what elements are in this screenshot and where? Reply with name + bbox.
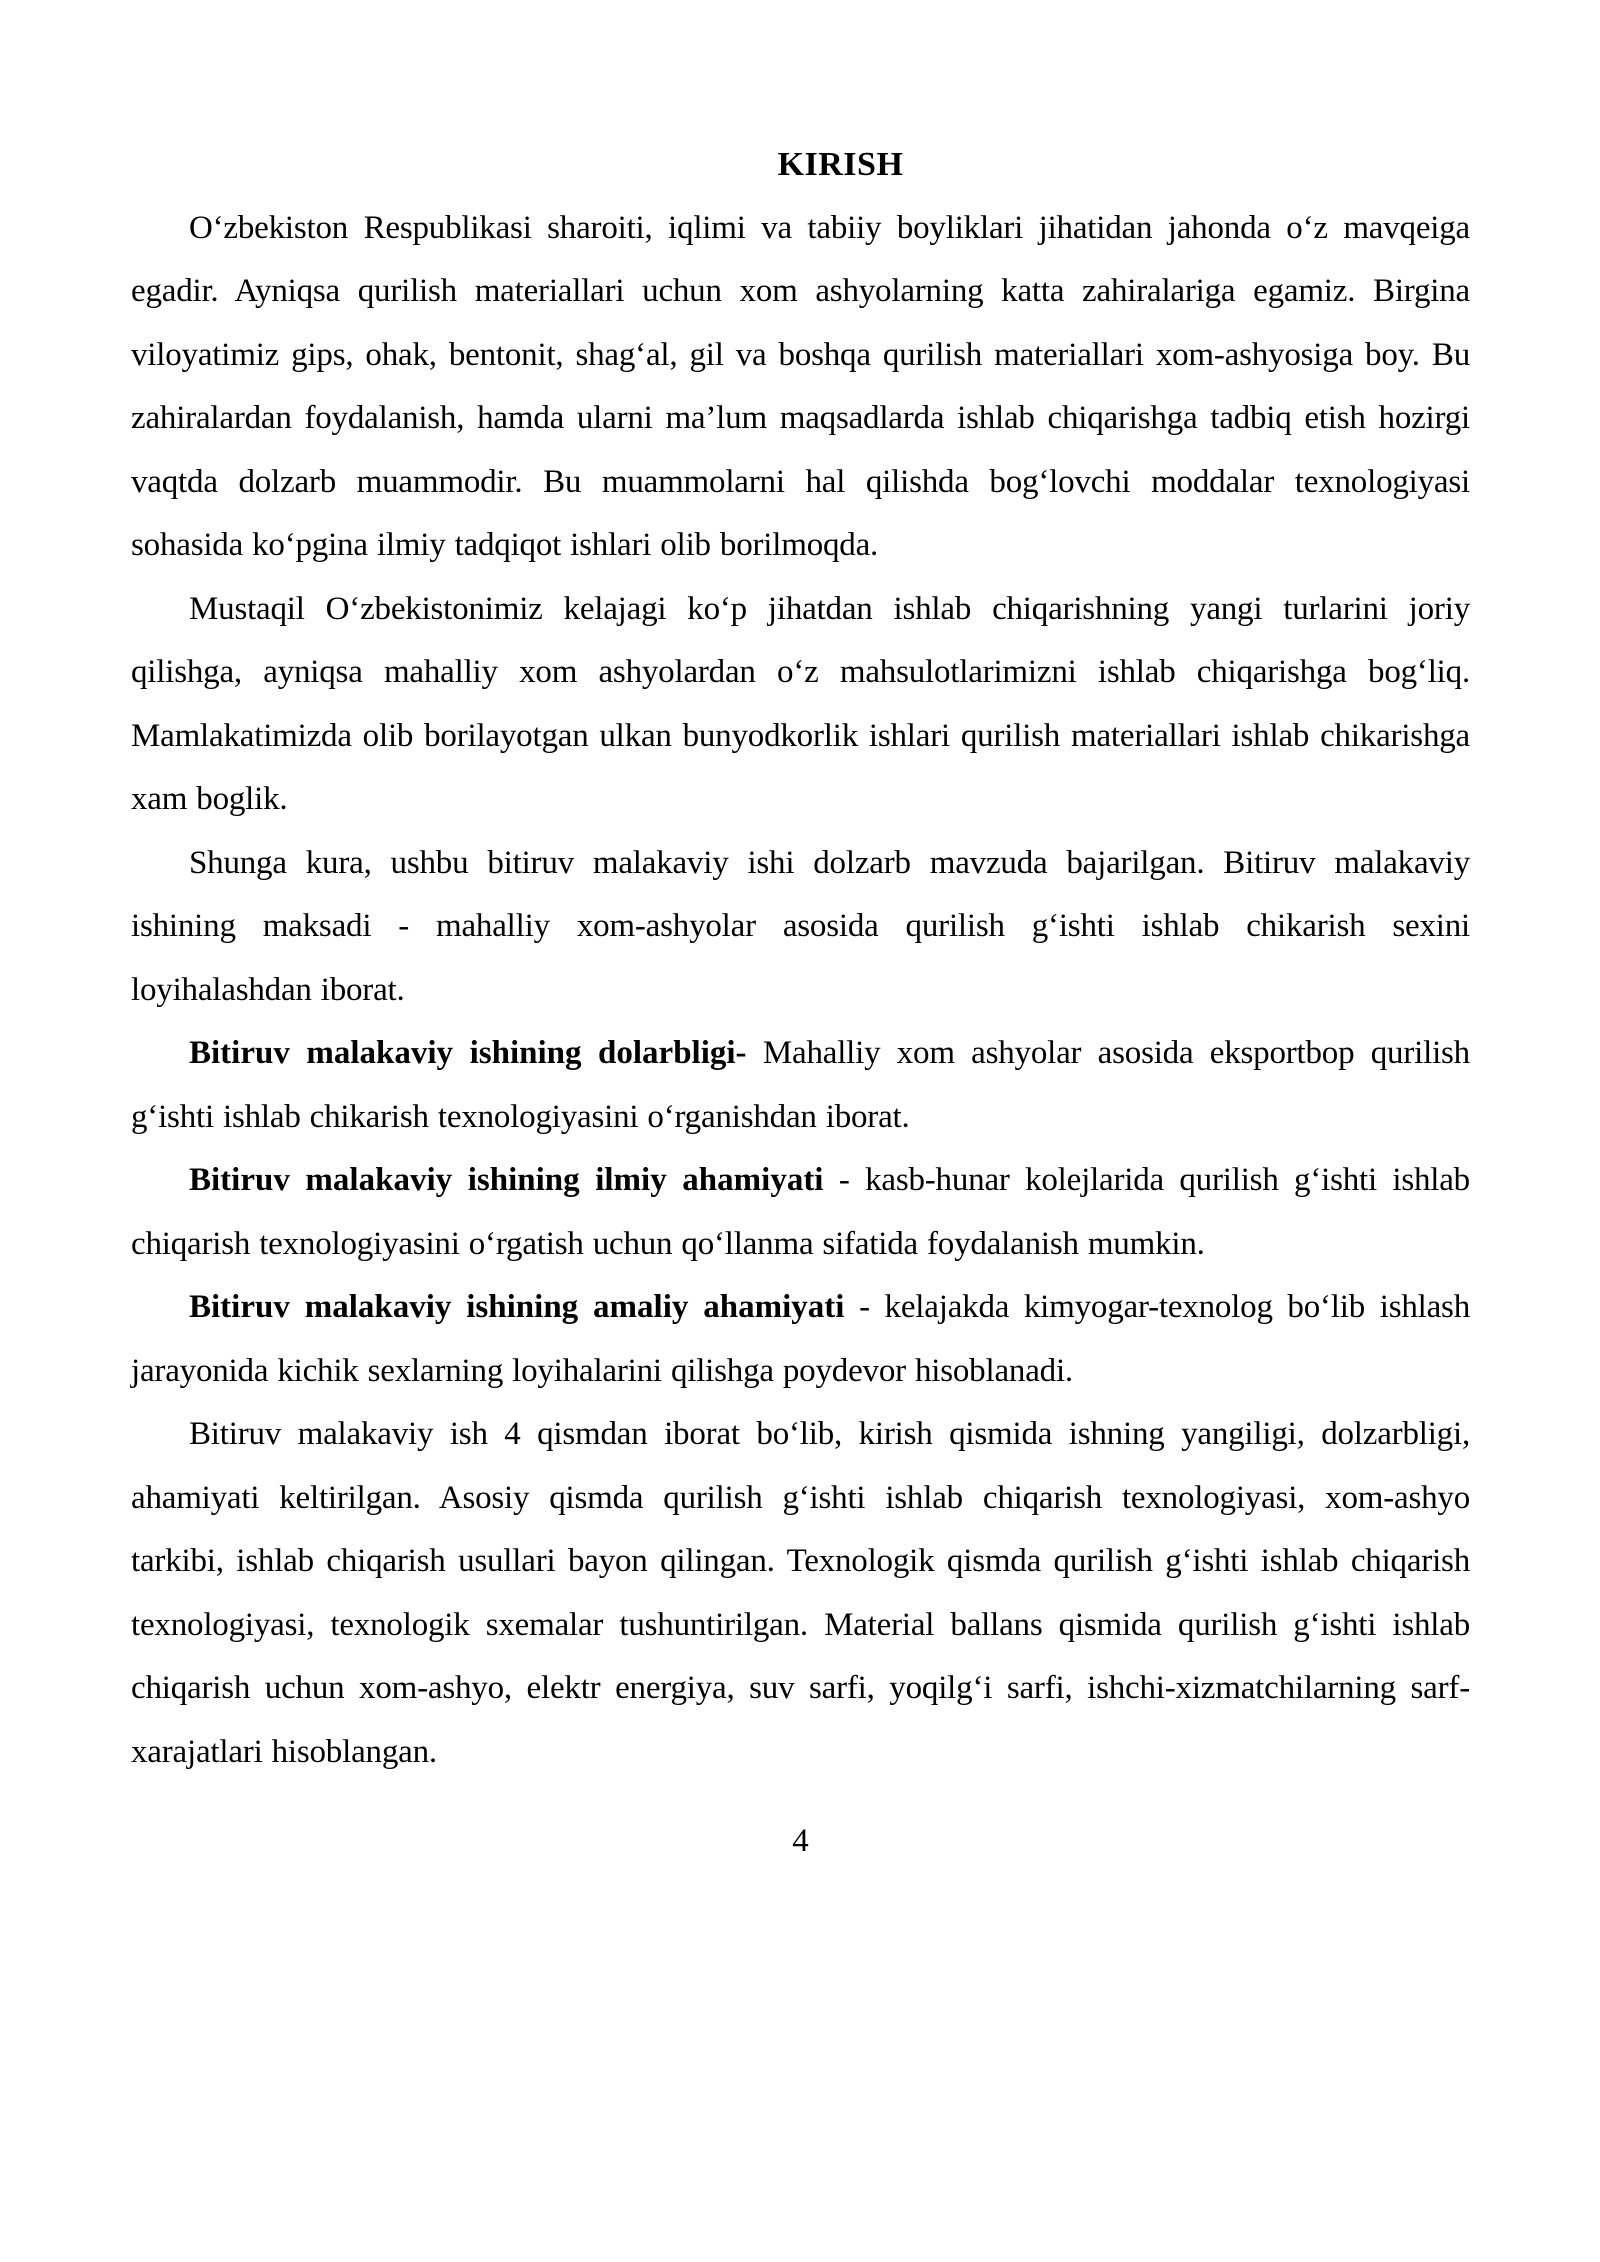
- paragraph-bold-run: Bitiruv malakaviy ishining dolarbligi-: [189, 1035, 747, 1071]
- page-number: 4: [792, 1823, 809, 1859]
- paragraph: [131, 1276, 1470, 1403]
- paragraph-run: O‘zbekiston Respublikasi sharoiti, iqlimi va tabiiy boyliklari jihatidan jahonda o‘z mavqeiga egadir. Ayniqsa qurilish materiallari uchun xom ashyolarning katta zahiralariga egamiz. Birgina viloyatimiz gips, ohak, bentonit, shag‘al, gil va boshqa qurilish materiallari xom-ashyosiga boy. Bu zahiralardan foydalanish, hamda ularni ma’lum maqsadlarda ishlab chiqarishga tadbiq etish hozirgi vaqtda dolzarb muammodir. Bu muammolarni hal qilishda bog‘lovchi moddalar texnologiyasi sohasida ko‘pgina ilmiy tadqiqot ishlari olib borilmoqda.: [131, 209, 1470, 563]
- document-body: [131, 197, 1470, 1785]
- paragraph-run: Shunga kura, ushbu bitiruv malakaviy ishi dolzarb mavzuda bajarilgan. Bitiruv malakaviy ishining maksadi - mahalliy xom-ashyolar asosida qurilish g‘ishti ishlab chikarish sexini loyihalashdan iborat.: [131, 844, 1470, 1008]
- paragraph: [131, 1149, 1470, 1276]
- page-title: KIRISH: [777, 146, 904, 183]
- paragraph-bold-run: Bitiruv malakaviy ishining amaliy ahamiyati: [189, 1289, 845, 1325]
- paragraph-run: Mahalliy xom ashyolar asosida eksportbop qurilish g‘ishti ishlab chikarish texnologiyasini o‘rganishdan iborat.: [131, 1035, 1470, 1135]
- paragraph: [131, 578, 1470, 832]
- paragraph: [131, 1403, 1470, 1784]
- paragraph-run: Bitiruv malakaviy ish 4 qismdan iborat bo‘lib, kirish qismida ishning yangiligi, dolzarbligi, ahamiyati keltirilgan. Asosiy qismda qurilish g‘ishti ishlab chiqarish texnologiyasi, xom-ashyo tarkibi, ishlab chiqarish usullari bayon qilingan. Texnologik qismda qurilish g‘ishti ishlab chiqarish texnologiyasi, texnologik sxemalar tushuntirilgan. Material ballans qismida qurilish g‘ishti ishlab chiqarish uchun xom-ashyo, elektr energiya, suv sarfi, yoqilg‘i sarfi, ishchi-xizmatchilarning sarf-xarajatlari hisoblangan.: [131, 1416, 1470, 1770]
- paragraph: [131, 197, 1470, 578]
- paragraph-run: - kasb-hunar kolejlarida qurilish g‘ishti ishlab chiqarish texnologiyasini o‘rgatish uchun qo‘llanma sifatida foydalanish mumkin.: [131, 1162, 1470, 1262]
- paragraph-run: Mustaqil O‘zbekistonimiz kelajagi ko‘p jihatdan ishlab chiqarishning yangi turlarini joriy qilishga, ayniqsa mahalliy xom ashyolardan o‘z mahsulotlarimizni ishlab chiqarishga bog‘liq. Mamlakatimizda olib borilayotgan ulkan bunyodkorlik ishlari qurilish materiallari ishlab chikarishga xam boglik.: [131, 590, 1470, 817]
- paragraph: [131, 832, 1470, 1023]
- paragraph-bold-run: Bitiruv malakaviy ishining ilmiy ahamiyati: [189, 1162, 824, 1198]
- paragraph: [131, 1022, 1470, 1149]
- paragraph-run: - kelajakda kimyogar-texnolog bo‘lib ishlash jarayonida kichik sexlarning loyihalarini qilishga poydevor hisoblanadi.: [131, 1289, 1470, 1389]
